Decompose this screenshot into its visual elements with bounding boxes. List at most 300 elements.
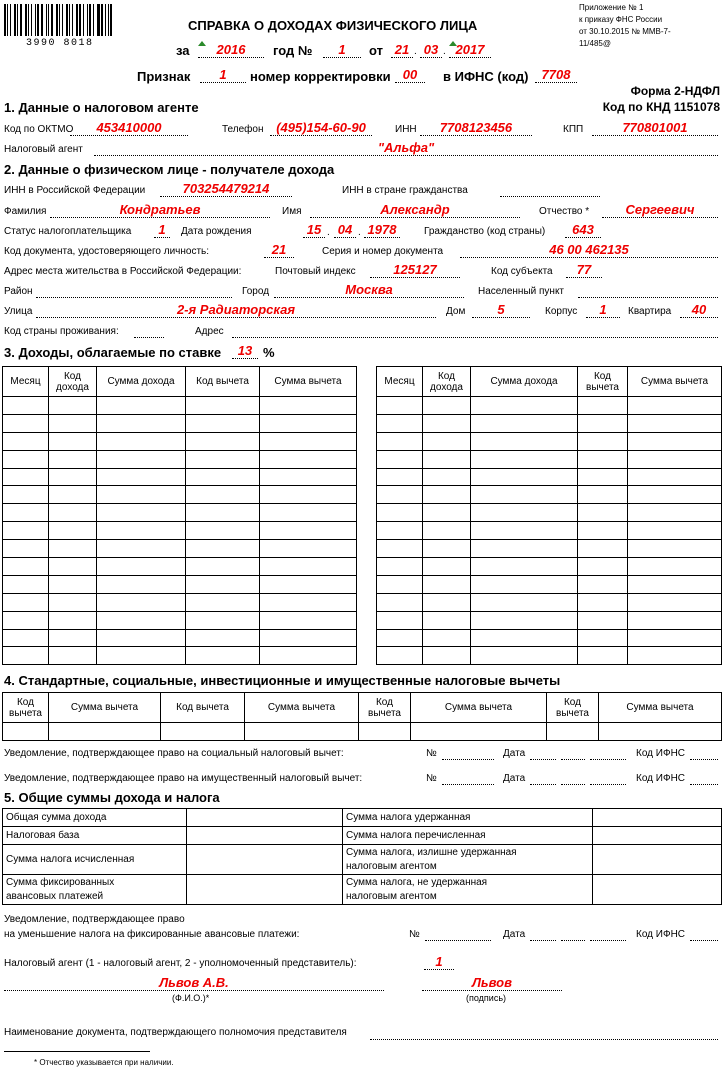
cell[interactable] bbox=[578, 629, 628, 647]
building-field[interactable]: 1 bbox=[586, 302, 620, 318]
cell[interactable] bbox=[186, 575, 260, 593]
cell[interactable] bbox=[471, 558, 578, 576]
signature-field[interactable]: Львов bbox=[422, 975, 562, 991]
income-table-right bbox=[376, 366, 722, 665]
fio-field[interactable]: Львов А.В. bbox=[4, 975, 384, 991]
cell[interactable] bbox=[578, 397, 628, 415]
appendix-line: от 30.10.2015 № ММВ-7- bbox=[579, 27, 671, 36]
cell[interactable] bbox=[628, 522, 722, 540]
cell[interactable] bbox=[3, 414, 49, 432]
cell[interactable] bbox=[471, 397, 578, 415]
cell[interactable] bbox=[97, 593, 186, 611]
cell[interactable] bbox=[423, 629, 471, 647]
dob-day-field[interactable]: 15 bbox=[303, 222, 325, 238]
appendix-note bbox=[579, 2, 671, 50]
notice-no-field[interactable] bbox=[442, 769, 494, 785]
barcode bbox=[4, 4, 114, 38]
cell[interactable] bbox=[471, 593, 578, 611]
cell[interactable] bbox=[423, 522, 471, 540]
dob-year-field[interactable]: 1978 bbox=[364, 222, 400, 238]
tax-transferred-cell[interactable] bbox=[593, 827, 722, 845]
cell[interactable] bbox=[3, 540, 49, 558]
tax-overwithheld-cell[interactable] bbox=[593, 845, 722, 875]
label-signature: (подпись) bbox=[466, 993, 507, 1003]
cell[interactable] bbox=[628, 558, 722, 576]
barcode-bar bbox=[93, 4, 94, 36]
day-field[interactable]: 21 bbox=[391, 42, 413, 58]
cell[interactable] bbox=[359, 723, 411, 741]
date-month-field[interactable] bbox=[561, 769, 585, 785]
cell[interactable] bbox=[49, 414, 97, 432]
section-2-title: 2. Данные о физическом лице - получателе дохода bbox=[4, 162, 335, 177]
cell[interactable] bbox=[377, 450, 423, 468]
phone-field[interactable]: (495)154-60-90 bbox=[270, 120, 372, 136]
cell[interactable] bbox=[97, 540, 186, 558]
cell[interactable] bbox=[377, 468, 423, 486]
date-month-field[interactable] bbox=[561, 925, 585, 941]
barcode-bar bbox=[66, 4, 68, 36]
label-tax-transferred: Сумма налога перечисленная bbox=[343, 827, 593, 845]
cell[interactable] bbox=[547, 723, 599, 741]
cell[interactable] bbox=[423, 414, 471, 432]
cell[interactable] bbox=[260, 432, 357, 450]
barcode-bar bbox=[56, 4, 59, 36]
cell[interactable] bbox=[186, 558, 260, 576]
cell[interactable] bbox=[628, 540, 722, 558]
cell[interactable] bbox=[186, 593, 260, 611]
cell[interactable] bbox=[3, 593, 49, 611]
oktmo-field[interactable]: 453410000 bbox=[70, 120, 188, 136]
cell[interactable] bbox=[260, 593, 357, 611]
barcode-bar bbox=[41, 4, 43, 36]
cell[interactable] bbox=[49, 432, 97, 450]
cell[interactable] bbox=[578, 647, 628, 665]
col-deduction-code: Код вычета bbox=[186, 367, 260, 397]
cell[interactable] bbox=[3, 504, 49, 522]
cell[interactable] bbox=[578, 504, 628, 522]
cell[interactable] bbox=[97, 647, 186, 665]
cell[interactable] bbox=[377, 647, 423, 665]
doc-series-field[interactable]: 46 00 462135 bbox=[460, 242, 718, 258]
table-row bbox=[3, 647, 357, 665]
col-deduction-code: Код вычета bbox=[161, 693, 245, 723]
cell[interactable] bbox=[97, 629, 186, 647]
cell[interactable] bbox=[186, 629, 260, 647]
label-region-code: Код субъекта bbox=[491, 266, 553, 277]
cell[interactable] bbox=[260, 486, 357, 504]
cell[interactable] bbox=[260, 414, 357, 432]
cell[interactable] bbox=[628, 611, 722, 629]
cell[interactable] bbox=[377, 522, 423, 540]
cell[interactable] bbox=[423, 468, 471, 486]
cell[interactable] bbox=[186, 504, 260, 522]
cell[interactable] bbox=[377, 397, 423, 415]
label-line: Сумма налога, излишне удержанная bbox=[346, 846, 517, 858]
cell[interactable] bbox=[49, 540, 97, 558]
cell[interactable] bbox=[186, 468, 260, 486]
cell[interactable] bbox=[97, 522, 186, 540]
inn-field[interactable]: 7708123456 bbox=[420, 120, 532, 136]
cell[interactable] bbox=[3, 450, 49, 468]
year-field[interactable]: 2016 bbox=[198, 42, 264, 58]
cell[interactable] bbox=[599, 723, 722, 741]
cell[interactable] bbox=[423, 575, 471, 593]
label-god-no: год № bbox=[273, 43, 313, 58]
cell[interactable] bbox=[578, 432, 628, 450]
table-row bbox=[377, 540, 722, 558]
ifns-code-field[interactable] bbox=[690, 925, 718, 941]
col-income-sum: Сумма дохода bbox=[471, 367, 578, 397]
cell[interactable] bbox=[3, 629, 49, 647]
table-row bbox=[3, 432, 357, 450]
table-row bbox=[3, 629, 357, 647]
cell[interactable] bbox=[423, 647, 471, 665]
cell[interactable] bbox=[161, 723, 245, 741]
cell[interactable] bbox=[377, 558, 423, 576]
label-house: Дом bbox=[446, 306, 466, 317]
date-day-field[interactable] bbox=[530, 744, 556, 760]
tax-withheld-cell[interactable] bbox=[593, 809, 722, 827]
cell[interactable] bbox=[377, 414, 423, 432]
cell[interactable] bbox=[578, 414, 628, 432]
cell[interactable] bbox=[49, 647, 97, 665]
label-doc-series: Серия и номер документа bbox=[322, 246, 444, 257]
cell[interactable] bbox=[578, 593, 628, 611]
cell[interactable] bbox=[186, 540, 260, 558]
cell[interactable] bbox=[377, 629, 423, 647]
advance-notice-no-field[interactable] bbox=[425, 925, 491, 941]
cell[interactable] bbox=[97, 397, 186, 415]
cell[interactable] bbox=[49, 611, 97, 629]
cell[interactable] bbox=[423, 593, 471, 611]
table-row bbox=[377, 522, 722, 540]
cell[interactable] bbox=[3, 611, 49, 629]
cell[interactable] bbox=[628, 468, 722, 486]
inn-citizenship-field[interactable] bbox=[500, 181, 600, 197]
cell[interactable] bbox=[260, 522, 357, 540]
cell[interactable] bbox=[97, 468, 186, 486]
label-tax-overwithheld bbox=[343, 845, 593, 875]
cell[interactable] bbox=[49, 575, 97, 593]
label-property-notice: Уведомление, подтверждающее право на имущественный налоговый вычет: bbox=[4, 773, 363, 784]
label-city: Город bbox=[242, 286, 270, 297]
country-code-field[interactable] bbox=[134, 322, 164, 338]
number-field[interactable]: 1 bbox=[323, 42, 361, 58]
cell[interactable] bbox=[49, 450, 97, 468]
table-row bbox=[377, 558, 722, 576]
cell[interactable] bbox=[377, 540, 423, 558]
barcode-bar bbox=[48, 4, 49, 36]
cell[interactable] bbox=[471, 504, 578, 522]
date-month-field[interactable] bbox=[561, 744, 585, 760]
cell[interactable] bbox=[628, 575, 722, 593]
label-street: Улица bbox=[4, 306, 33, 317]
cell[interactable] bbox=[97, 611, 186, 629]
cell[interactable] bbox=[377, 504, 423, 522]
date-year-field[interactable] bbox=[590, 769, 626, 785]
cell[interactable] bbox=[578, 540, 628, 558]
cell[interactable] bbox=[97, 432, 186, 450]
cell[interactable] bbox=[578, 486, 628, 504]
inn-rf-field[interactable]: 703254479214 bbox=[160, 181, 292, 197]
cell[interactable] bbox=[423, 397, 471, 415]
patronymic-field[interactable]: Сергеевич bbox=[602, 202, 718, 218]
table-row bbox=[3, 540, 357, 558]
cell[interactable] bbox=[260, 558, 357, 576]
rate-field[interactable]: 13 bbox=[232, 343, 258, 359]
label-inn: ИНН bbox=[395, 124, 417, 135]
cell[interactable] bbox=[423, 540, 471, 558]
cell[interactable] bbox=[186, 414, 260, 432]
table-row bbox=[377, 611, 722, 629]
col-deduction-sum: Сумма вычета bbox=[245, 693, 359, 723]
cell[interactable] bbox=[49, 504, 97, 522]
cell[interactable] bbox=[471, 575, 578, 593]
label-building: Корпус bbox=[545, 306, 578, 317]
cell[interactable] bbox=[471, 468, 578, 486]
label-ot: от bbox=[369, 43, 383, 58]
label-no: № bbox=[409, 929, 420, 940]
table-row bbox=[377, 414, 722, 432]
col-income-sum: Сумма дохода bbox=[97, 367, 186, 397]
year2-field[interactable]: 2017 bbox=[449, 42, 491, 58]
label-oktmo: Код по ОКТМО bbox=[4, 124, 74, 135]
percent-sign: % bbox=[263, 345, 275, 360]
cell[interactable] bbox=[186, 522, 260, 540]
cell[interactable] bbox=[471, 540, 578, 558]
table-row bbox=[3, 486, 357, 504]
barcode-bar bbox=[37, 4, 40, 36]
authority-doc-field[interactable] bbox=[370, 1024, 718, 1040]
cell[interactable] bbox=[377, 575, 423, 593]
tax-not-withheld-cell[interactable] bbox=[593, 875, 722, 905]
cell[interactable] bbox=[578, 611, 628, 629]
citizenship-field[interactable]: 643 bbox=[565, 222, 601, 238]
cell[interactable] bbox=[260, 468, 357, 486]
barcode-bar bbox=[108, 4, 109, 36]
appendix-line: Приложение № 1 bbox=[579, 3, 644, 12]
name-field[interactable]: Александр bbox=[310, 202, 520, 218]
cell[interactable] bbox=[471, 629, 578, 647]
cell[interactable] bbox=[260, 397, 357, 415]
settlement-field[interactable] bbox=[578, 282, 718, 298]
cell[interactable] bbox=[260, 450, 357, 468]
label-advance-notice-1: Уведомление, подтверждающее право bbox=[4, 914, 185, 925]
barcode-bar bbox=[4, 4, 6, 36]
cell[interactable] bbox=[471, 432, 578, 450]
label-dob: Дата рождения bbox=[181, 226, 252, 237]
date-day-field[interactable] bbox=[530, 769, 556, 785]
cell[interactable] bbox=[260, 575, 357, 593]
cell[interactable] bbox=[245, 723, 359, 741]
cell[interactable] bbox=[186, 611, 260, 629]
cell[interactable] bbox=[3, 723, 49, 741]
cell[interactable] bbox=[578, 575, 628, 593]
barcode-bar bbox=[59, 4, 60, 36]
house-field[interactable]: 5 bbox=[472, 302, 530, 318]
cell[interactable] bbox=[377, 432, 423, 450]
tax-base-cell[interactable] bbox=[187, 827, 343, 845]
dob-month-field[interactable]: 04 bbox=[334, 222, 356, 238]
cell[interactable] bbox=[260, 611, 357, 629]
income-table-left bbox=[2, 366, 357, 665]
cell[interactable] bbox=[471, 450, 578, 468]
city-field[interactable]: Москва bbox=[274, 282, 464, 298]
cell[interactable] bbox=[3, 575, 49, 593]
cell[interactable] bbox=[578, 468, 628, 486]
cell[interactable] bbox=[628, 504, 722, 522]
cell[interactable] bbox=[377, 611, 423, 629]
month-field[interactable]: 03 bbox=[420, 42, 442, 58]
barcode-bar bbox=[28, 4, 29, 36]
cell[interactable] bbox=[97, 504, 186, 522]
cell[interactable] bbox=[628, 397, 722, 415]
cell[interactable] bbox=[471, 522, 578, 540]
cell[interactable] bbox=[97, 575, 186, 593]
tax-calculated-cell[interactable] bbox=[187, 845, 343, 875]
cell[interactable] bbox=[628, 593, 722, 611]
label-date: Дата bbox=[503, 748, 526, 759]
barcode-bar bbox=[105, 4, 106, 36]
cell[interactable] bbox=[423, 432, 471, 450]
label-date: Дата bbox=[503, 929, 526, 940]
cell[interactable] bbox=[186, 486, 260, 504]
knd-code: Код по КНД 1151078 bbox=[602, 100, 720, 114]
cell[interactable] bbox=[186, 432, 260, 450]
table-row bbox=[377, 575, 722, 593]
surname-field[interactable]: Кондратьев bbox=[50, 202, 270, 218]
label-ifns: в ИФНС (код) bbox=[443, 69, 529, 84]
street-field[interactable]: 2-я Радиаторская bbox=[36, 302, 436, 318]
cell[interactable] bbox=[628, 450, 722, 468]
cell[interactable] bbox=[628, 647, 722, 665]
barcode-bar bbox=[17, 4, 18, 36]
ifns-code-field[interactable] bbox=[690, 769, 718, 785]
cell[interactable] bbox=[377, 486, 423, 504]
cell[interactable] bbox=[49, 468, 97, 486]
cell[interactable] bbox=[260, 647, 357, 665]
cell[interactable] bbox=[3, 558, 49, 576]
doc-code-field[interactable]: 21 bbox=[264, 242, 294, 258]
cell[interactable] bbox=[97, 558, 186, 576]
table-row bbox=[377, 486, 722, 504]
priznak-field[interactable]: 1 bbox=[200, 67, 246, 83]
cell[interactable] bbox=[578, 558, 628, 576]
cell[interactable] bbox=[260, 629, 357, 647]
flat-field[interactable]: 40 bbox=[680, 302, 718, 318]
cell[interactable] bbox=[3, 468, 49, 486]
table-row bbox=[3, 397, 357, 415]
cell[interactable] bbox=[423, 450, 471, 468]
table-row bbox=[3, 522, 357, 540]
ifns-code-field[interactable] bbox=[690, 744, 718, 760]
region-code-field[interactable]: 77 bbox=[566, 262, 602, 278]
label-surname: Фамилия bbox=[4, 206, 47, 217]
date-day-field[interactable] bbox=[530, 925, 556, 941]
cell[interactable] bbox=[97, 450, 186, 468]
cell[interactable] bbox=[628, 414, 722, 432]
label-total-income: Общая сумма дохода bbox=[3, 809, 187, 827]
cell[interactable] bbox=[49, 522, 97, 540]
barcode-bar bbox=[101, 4, 103, 36]
postcode-field[interactable]: 125127 bbox=[370, 262, 460, 278]
status-field[interactable]: 1 bbox=[154, 222, 170, 238]
cell[interactable] bbox=[186, 450, 260, 468]
cell[interactable] bbox=[628, 432, 722, 450]
date-year-field[interactable] bbox=[590, 925, 626, 941]
cell[interactable] bbox=[49, 397, 97, 415]
label-citizenship: Гражданство (код страны) bbox=[424, 226, 546, 237]
cell[interactable] bbox=[471, 486, 578, 504]
cell[interactable] bbox=[628, 486, 722, 504]
table-row bbox=[3, 450, 357, 468]
label-country-code: Код страны проживания: bbox=[4, 326, 119, 337]
cell[interactable] bbox=[49, 629, 97, 647]
cell[interactable] bbox=[578, 450, 628, 468]
cell[interactable] bbox=[49, 723, 161, 741]
cell[interactable] bbox=[186, 647, 260, 665]
cell[interactable] bbox=[49, 593, 97, 611]
cell[interactable] bbox=[423, 486, 471, 504]
cell[interactable] bbox=[260, 504, 357, 522]
cell[interactable] bbox=[423, 558, 471, 576]
agent-type-field[interactable]: 1 bbox=[424, 954, 454, 970]
cell[interactable] bbox=[471, 647, 578, 665]
section-3-title: 3. Доходы, облагаемые по ставке bbox=[4, 345, 222, 360]
cell[interactable] bbox=[471, 414, 578, 432]
col-deduction-sum: Сумма вычета bbox=[599, 693, 722, 723]
cell[interactable] bbox=[3, 522, 49, 540]
section-5-title: 5. Общие суммы дохода и налога bbox=[4, 790, 220, 805]
cell[interactable] bbox=[377, 593, 423, 611]
cell[interactable] bbox=[186, 397, 260, 415]
ifns-field[interactable]: 7708 bbox=[535, 67, 577, 83]
cell[interactable] bbox=[423, 611, 471, 629]
label-line: налоговым агентом bbox=[346, 890, 437, 902]
agent-field[interactable]: "Альфа" bbox=[94, 140, 718, 156]
barcode-bar bbox=[76, 4, 78, 36]
district-field[interactable] bbox=[36, 282, 232, 298]
cell[interactable] bbox=[97, 414, 186, 432]
notice-no-field[interactable] bbox=[442, 744, 494, 760]
label-tax-withheld: Сумма налога удержанная bbox=[343, 809, 593, 827]
cell[interactable] bbox=[3, 432, 49, 450]
cell[interactable] bbox=[260, 540, 357, 558]
cell[interactable] bbox=[49, 486, 97, 504]
kpp-field[interactable]: 770801001 bbox=[592, 120, 718, 136]
cell[interactable] bbox=[628, 629, 722, 647]
cell[interactable] bbox=[578, 522, 628, 540]
label-inn-rf: ИНН в Российской Федерации bbox=[4, 185, 146, 196]
address-field[interactable] bbox=[232, 322, 718, 338]
korr-field[interactable]: 00 bbox=[395, 67, 425, 83]
fixed-advances-cell[interactable] bbox=[187, 875, 343, 905]
cell[interactable] bbox=[423, 504, 471, 522]
cell[interactable] bbox=[49, 558, 97, 576]
cell[interactable] bbox=[3, 486, 49, 504]
cell[interactable] bbox=[97, 486, 186, 504]
label-phone: Телефон bbox=[222, 124, 264, 135]
col-income-code: Код дохода bbox=[423, 367, 471, 397]
cell[interactable] bbox=[3, 397, 49, 415]
cell[interactable] bbox=[3, 647, 49, 665]
cell[interactable] bbox=[411, 723, 547, 741]
label-korr: номер корректировки bbox=[250, 69, 391, 84]
barcode-bar bbox=[79, 4, 82, 36]
cell[interactable] bbox=[471, 611, 578, 629]
date-year-field[interactable] bbox=[590, 744, 626, 760]
total-income-cell[interactable] bbox=[187, 809, 343, 827]
